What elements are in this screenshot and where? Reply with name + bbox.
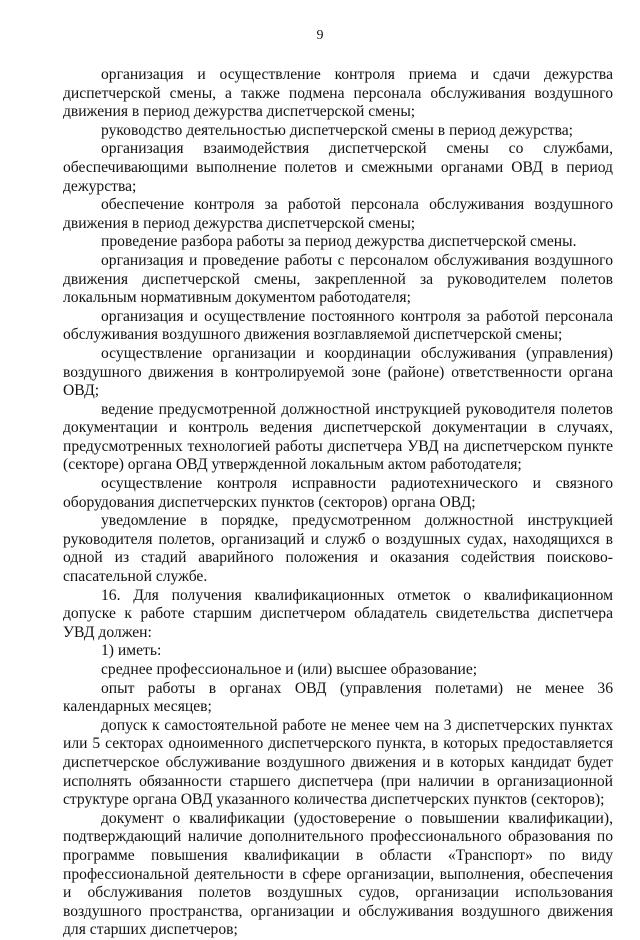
paragraph-permanent-control: организация и осуществление постоянного контроля за работой персонала обслуживания воздушного движения возглавляемой диспетчерской смены; [63,307,613,344]
paragraph-documentation: ведение предусмотренной должностной инструкцией руководителя полетов документации и контроль ведения диспетчерской документации в случаях, предусмотренных технологией работы диспетчера УВД на диспетчерском пункте (секторе) органа ОВД утвержденной локальным актом работодателя; [63,400,613,474]
paragraph-personnel-work: организация и проведение работы с персоналом обслуживания воздушного движения диспетчерской смены, закрепленной за руководителем полетов локальным нормативным документом работодателя; [63,251,613,307]
paragraph-duty-handover: организация и осуществление контроля приема и сдачи дежурства диспетчерской смены, а также подмена персонала обслуживания воздушного движения в период дежурства диспетчерской смены; [63,66,613,121]
paragraph-shift-leadership: руководство деятельностью диспетчерской смены в период дежурства; [101,121,574,139]
paragraph-shift-debrief: проведение разбора работы за период дежурства диспетчерской смены. [101,233,577,251]
paragraph-admission: допуск к самостоятельной работе не менее чем на 3 диспетчерских пунктах или 5 секторах одноименного диспетчерского пункта, в которых предоставляется диспетчерское обслуживание воздушного движения и в которых кандидат будет исполнять обязанности старшего диспетчера (при наличии в организационной структуре органа ОВД указанного количества диспетчерских пунктов (секторов); [63,716,613,809]
paragraph-emergency-notification: уведомление в порядке, предусмотренном должностной инструкцией руководителя полетов, организаций и служб о воздушных судах, находящихся в одной из стадий аварийного положения и оказания содействия поисково-спасательной службе. [63,512,613,586]
document-body [63,66,613,940]
paragraph-personnel-control: обеспечение контроля за работой персонала обслуживания воздушного движения в период дежурства диспетчерской смены; [63,196,613,232]
paragraph-item-1: 1) иметь: [101,642,162,660]
paragraph-interaction-services: организация взаимодействия диспетчерской смены со службами, обеспечивающими выполнение полетов и смежными органами ОВД в период дежурства; [63,140,613,195]
page-number: 9 [316,28,324,43]
paragraph-section-16: 16. Для получения квалификационных отметок о квалификационном допуске к работе старшим диспетчером обладатель свидетельства диспетчера УВД должен: [63,586,613,641]
paragraph-equipment-control: осуществление контроля исправности радиотехнического и связного оборудования диспетчерских пунктов (секторов) органа ОВД; [63,475,613,511]
paragraph-education: среднее профессиональное и (или) высшее образование; [101,661,478,678]
paragraph-qualification-document: документ о квалификации (удостоверение о повышении квалификации), подтверждающий наличие дополнительного профессионального образования по программе повышения квалификации в области «Транспорт» по виду профессиональной деятельности в сфере организации, выполнения, обеспечения и обслуживания полетов воздушных судов, организации использования воздушного пространства, организации и обслуживания воздушного движения для старших диспетчеров; [63,809,613,939]
paragraph-traffic-coordination: осуществление организации и координации обслуживания (управления) воздушного движения в контролируемой зоне (районе) ответственности органа ОВД; [63,344,613,400]
paragraph-experience: опыт работы в органах ОВД (управления полетами) не менее 36 календарных месяцев; [63,679,613,716]
